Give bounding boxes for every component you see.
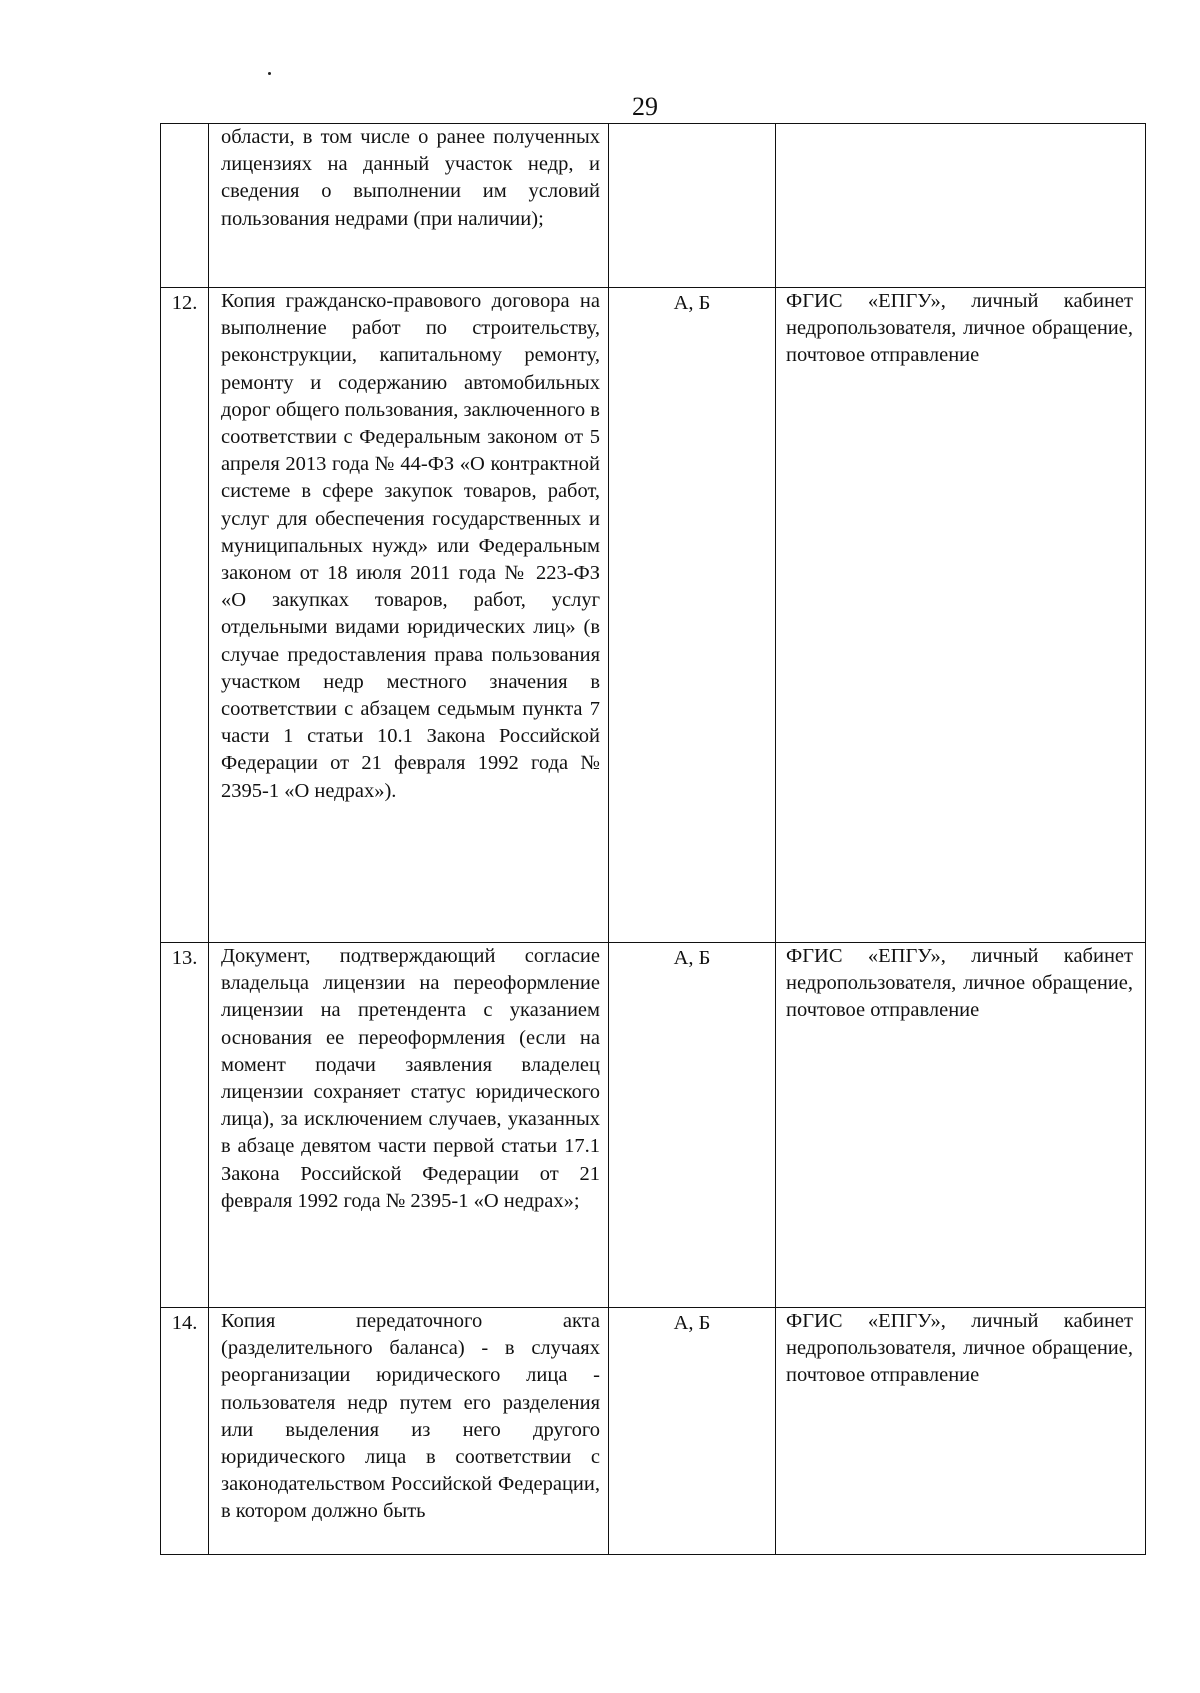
document-table <box>160 123 1146 1555</box>
table-row <box>161 288 1146 943</box>
document-description-text: Копия передаточного акта (разделительного баланса) - в случаях реорганизации юридического лица - пользователя недр путем его разделения или выделения из него другого юридического лица в соответствии с законодательством Российской Федерации, в котором должно быть <box>221 1310 600 1523</box>
applicant-category <box>609 124 776 288</box>
scan-speck <box>268 72 271 75</box>
submission-method <box>776 124 1146 288</box>
document-description <box>209 943 609 1308</box>
submission-method: ФГИС «ЕПГУ», личный кабинет недропользователя, личное обращение, почтовое отправление <box>776 288 1146 943</box>
submission-method: ФГИС «ЕПГУ», личный кабинет недропользователя, личное обращение, почтовое отправление <box>776 1308 1146 1555</box>
row-number <box>161 124 209 288</box>
document-description-text: Документ, подтверждающий согласие владельца лицензии на переоформление лицензии на претендента с указанием основания ее переоформления (если на момент подачи заявления владелец лицензии сохраняет статус юридического лица), за исключением случаев, указанных в абзаце девятом части первой статьи 17.1 Закона Российской Федерации от 21 февраля 1992 года № 2395-1 «О недрах»; <box>221 945 600 1212</box>
table-row <box>161 943 1146 1308</box>
applicant-category: А, Б <box>609 1308 776 1555</box>
document-description <box>209 1308 609 1555</box>
page-number: 29 <box>632 92 658 121</box>
document-description-text: области, в том числе о ранее полученных лицензиях на данный участок недр, и сведения о выполнении им условий пользования недрами (при наличии); <box>221 126 600 230</box>
row-number: 14. <box>161 1308 209 1555</box>
document-description-text: Копия гражданско-правового договора на выполнение работ по строительству, реконструкции, капитальному ремонту, ремонту и содержанию автомобильных дорог общего пользования, заключенного в соответствии с Федеральным законом от 5 апреля 2013 года № 44-ФЗ «О контрактной системе в сфере закупок товаров, работ, услуг для обеспечения государственных и муниципальных нужд» или Федеральным законом от 18 июля 2011 года № 223-ФЗ «О закупках товаров, работ, услуг отдельными видами юридических лиц» (в случае предоставления права пользования участком недр местного значения в соответствии с абзацем седьмым пункта 7 части 1 статьи 10.1 Закона Российской Федерации от 21 февраля 1992 года № 2395-1 «О недрах»). <box>221 290 600 802</box>
row-number: 12. <box>161 288 209 943</box>
document-description <box>209 124 609 288</box>
applicant-category: А, Б <box>609 943 776 1308</box>
table-row <box>161 1308 1146 1555</box>
document-description <box>209 288 609 943</box>
row-number: 13. <box>161 943 209 1308</box>
applicant-category: А, Б <box>609 288 776 943</box>
submission-method: ФГИС «ЕПГУ», личный кабинет недропользователя, личное обращение, почтовое отправление <box>776 943 1146 1308</box>
table-row <box>161 124 1146 288</box>
